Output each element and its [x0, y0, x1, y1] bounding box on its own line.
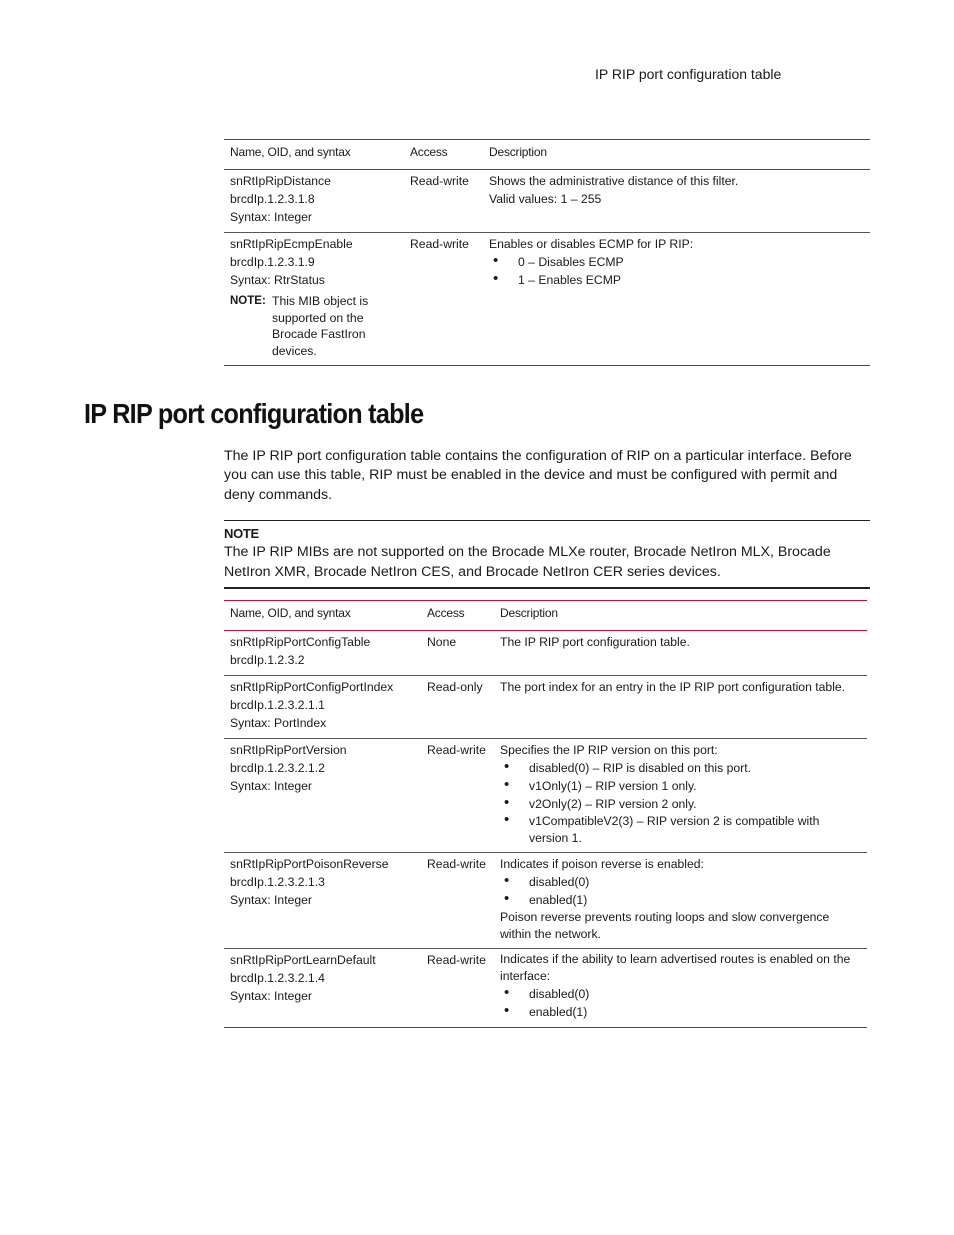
- description-intro: Indicates if the ability to learn advertised routes is enabled on the interface:: [500, 952, 851, 983]
- object-oid: brcdIp.1.2.3.2.1.3: [230, 875, 325, 889]
- mib-name-cell: [224, 853, 421, 949]
- object-syntax: Syntax: PortIndex: [230, 716, 327, 730]
- access-cell: Read-write: [421, 739, 494, 853]
- inline-note-label: NOTE:: [230, 295, 266, 307]
- mib-name-cell: [224, 170, 404, 233]
- description-cell: [494, 949, 867, 1028]
- inline-note: [230, 293, 398, 359]
- section-heading: IP RIP port configuration table: [84, 398, 424, 429]
- mib-name-cell: [224, 233, 404, 366]
- object-oid: brcdIp.1.2.3.1.9: [230, 255, 315, 269]
- bullet-item: • v1CompatibleV2(3) – RIP version 2 is compatible with version 1.: [500, 813, 861, 846]
- bullet-item: • disabled(0) – RIP is disabled on this port.: [500, 759, 861, 777]
- object-oid: brcdIp.1.2.3.2: [230, 653, 305, 667]
- bullet-list: [489, 253, 864, 289]
- table-row: [224, 233, 870, 366]
- object-oid: brcdIp.1.2.3.2.1.1: [230, 698, 325, 712]
- table-header-row: [224, 601, 867, 631]
- object-syntax: Syntax: Integer: [230, 210, 312, 224]
- note-box: [224, 520, 870, 589]
- access-cell: Read-only: [421, 676, 494, 739]
- object-oid: brcdIp.1.2.3.2.1.2: [230, 761, 325, 775]
- table-row: [224, 676, 867, 739]
- object-name: snRtIpRipPortLearnDefault: [230, 953, 376, 967]
- description-intro: Enables or disables ECMP for IP RIP:: [489, 237, 694, 251]
- object-syntax: Syntax: Integer: [230, 779, 312, 793]
- description-cell: [483, 170, 870, 233]
- object-name: snRtIpRipPortConfigPortIndex: [230, 680, 394, 694]
- access-cell: Read-write: [404, 233, 483, 366]
- mib-table-rip-global: [224, 139, 870, 366]
- description-cell: [494, 739, 867, 853]
- bullet-item: • 1 – Enables ECMP: [489, 271, 864, 289]
- object-syntax: Syntax: RtrStatus: [230, 273, 325, 287]
- mib-table-rip-port-config: [224, 600, 867, 1028]
- description-followup: Poison reverse prevents routing loops and slow convergence within the network.: [500, 910, 830, 941]
- bullet-list: [500, 985, 861, 1021]
- col-header-access: Access: [404, 140, 483, 170]
- access-cell: Read-write: [421, 949, 494, 1028]
- mib-name-cell: [224, 631, 421, 676]
- col-header-name: Name, OID, and syntax: [224, 601, 421, 631]
- table-row: [224, 170, 870, 233]
- object-name: snRtIpRipEcmpEnable: [230, 237, 353, 251]
- table-header-row: [224, 140, 870, 170]
- mib-name-cell: [224, 676, 421, 739]
- access-cell: Read-write: [421, 853, 494, 949]
- running-header: IP RIP port configuration table: [595, 66, 782, 82]
- description-line: Valid values: 1 – 255: [489, 192, 602, 206]
- bullet-item: • 0 – Disables ECMP: [489, 253, 864, 271]
- description-cell: The IP RIP port configuration table.: [494, 631, 867, 676]
- col-header-name: Name, OID, and syntax: [224, 140, 404, 170]
- bullet-list: [500, 873, 861, 909]
- object-oid: brcdIp.1.2.3.2.1.4: [230, 971, 325, 985]
- object-name: snRtIpRipPortConfigTable: [230, 635, 371, 649]
- description-intro: Indicates if poison reverse is enabled:: [500, 857, 704, 871]
- bullet-list: [500, 759, 861, 846]
- access-cell: None: [421, 631, 494, 676]
- col-header-description: Description: [494, 601, 867, 631]
- description-line: Shows the administrative distance of this filter.: [489, 174, 739, 188]
- access-cell: Read-write: [404, 170, 483, 233]
- description-cell: The port index for an entry in the IP RIP port configuration table.: [494, 676, 867, 739]
- bullet-item: • v1Only(1) – RIP version 1 only.: [500, 777, 861, 795]
- object-name: snRtIpRipDistance: [230, 174, 331, 188]
- table-row: [224, 739, 867, 853]
- description-cell: [483, 233, 870, 366]
- object-name: snRtIpRipPortPoisonReverse: [230, 857, 389, 871]
- bullet-item: • enabled(1): [500, 891, 861, 909]
- bullet-item: • v2Only(2) – RIP version 2 only.: [500, 795, 861, 813]
- bullet-item: • enabled(1): [500, 1003, 861, 1021]
- mib-name-cell: [224, 739, 421, 853]
- table-row: [224, 949, 867, 1028]
- note-label: NOTE: [224, 526, 259, 541]
- table-row: [224, 631, 867, 676]
- object-syntax: Syntax: Integer: [230, 989, 312, 1003]
- col-header-access: Access: [421, 601, 494, 631]
- section-intro-paragraph: The IP RIP port configuration table contains the configuration of RIP on a particular interface. Before you can use this table, RIP must be enabled in the device and must be configured with permit and deny commands.: [224, 448, 852, 503]
- bullet-item: • disabled(0): [500, 985, 861, 1003]
- mib-name-cell: [224, 949, 421, 1028]
- note-text: The IP RIP MIBs are not supported on the Brocade MLXe router, Brocade NetIron MLX, Brocade NetIron XMR, Brocade NetIron CES, and Brocade NetIron CER series devices.: [224, 544, 831, 580]
- col-header-description: Description: [483, 140, 870, 170]
- object-syntax: Syntax: Integer: [230, 893, 312, 907]
- object-oid: brcdIp.1.2.3.1.8: [230, 192, 315, 206]
- description-intro: Specifies the IP RIP version on this port:: [500, 743, 718, 757]
- bullet-item: • disabled(0): [500, 873, 861, 891]
- table-row: [224, 853, 867, 949]
- object-name: snRtIpRipPortVersion: [230, 743, 347, 757]
- inline-note-text: This MIB object is supported on the Brocade FastIron devices.: [272, 294, 369, 358]
- description-cell: [494, 853, 867, 949]
